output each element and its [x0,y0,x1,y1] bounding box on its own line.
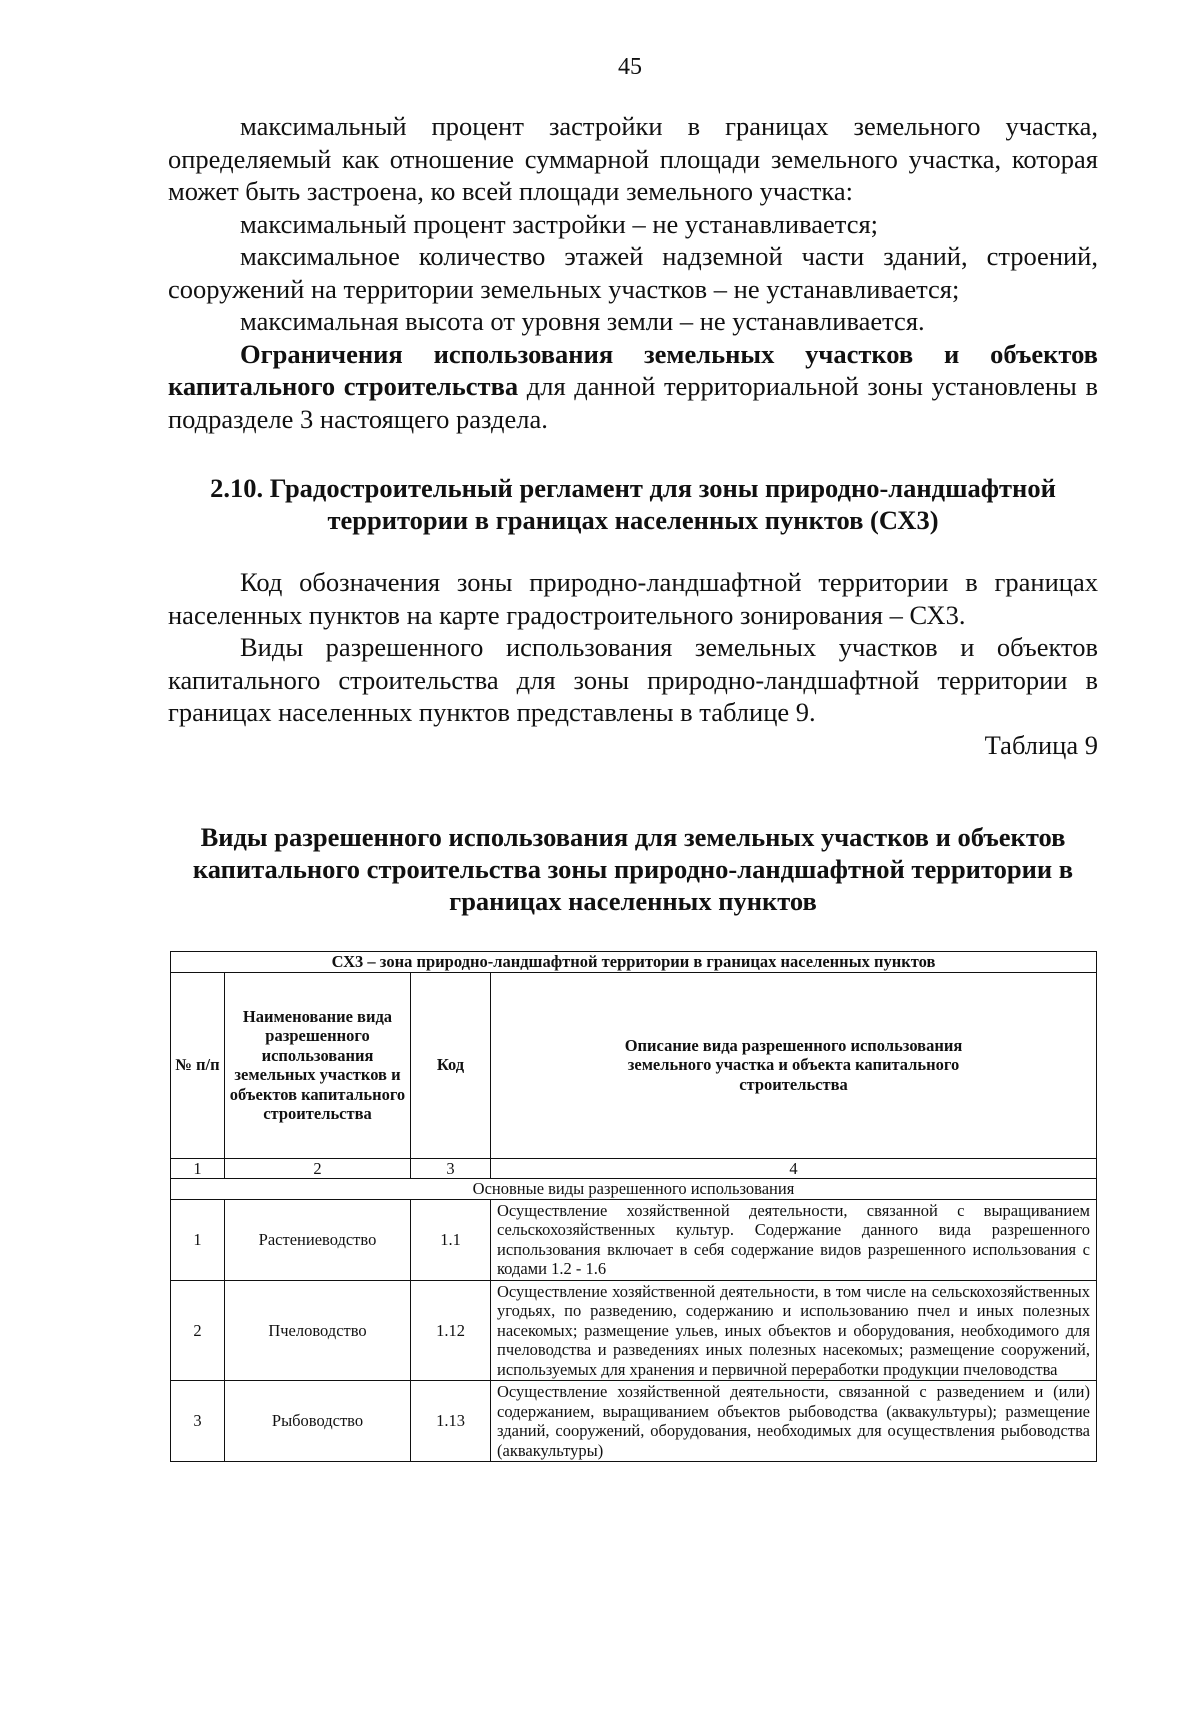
section-heading: 2.10. Градостроительный регламент для зоны природно-ландшафтной территории в границах населенных пунктов (СХ3) [210,473,1056,535]
row-desc: Осуществление хозяйственной деятельности, связанной с выращиванием сельскохозяйственных культур. Содержание данного вида разрешенного использования включает в себя содержание видов разрешенного использования с кодами 1.2 - 1.6 [491,1199,1097,1280]
row-code: 1.13 [411,1381,491,1462]
paragraph-restrictions [168,338,1098,436]
row-name: Рыбоводство [225,1381,411,1462]
col-number: 3 [411,1158,491,1179]
paragraph-max-building-percent-definition: максимальный процент застройки в границах земельного участка, определяемый как отношение суммарной площади земельного участка, которая может быть застроена, ко всей площади земельного участка: [168,111,1098,206]
header-name: Наименование вида разрешенного использования земельных участков и объектов капитального строительства [225,972,411,1158]
table-row [171,1199,1097,1280]
group-title: Основные виды разрешенного использования [171,1179,1097,1200]
column-numbers-row [171,1158,1097,1179]
table-caption: СХ3 – зона природно-ландшафтной территории в границах населенных пунктов [171,952,1097,973]
restrictions-bold-text: Ограничения использования земельных участков и объектов капитального строительства [168,338,1098,401]
paragraph-max-height: максимальная высота от уровня земли – не устанавливается. [240,306,925,336]
col-number: 4 [491,1158,1097,1179]
intro-block [168,110,1098,435]
col-number: 2 [225,1158,411,1179]
header-num: № п/п [171,972,225,1158]
row-desc: Осуществление хозяйственной деятельности, связанной с разведением и (или) содержанием, выращиванием объектов рыбоводства (аквакультуры); размещение зданий, сооружений, оборудования, необходимых для осуществления рыбоводства (аквакультуры) [491,1381,1097,1462]
header-code: Код [411,972,491,1158]
header-desc: Описание вида разрешенного использования земельного участка и объекта капитального строительства [491,972,1097,1158]
paragraph-max-building-percent: максимальный процент застройки – не устанавливается; [240,208,879,239]
row-code: 1.12 [411,1280,491,1381]
paragraph-permitted-uses: Виды разрешенного использования земельных участков и объектов капитального строительства для зоны природно-ландшафтной территории в границах населенных пунктов представлены в таблице 9. [168,632,1098,727]
section-body [168,566,1098,761]
table-caption-row [171,952,1097,973]
permitted-uses-table [170,951,1097,1462]
col-number: 1 [171,1158,225,1179]
group-row [171,1179,1097,1200]
table-label: Таблица 9 [984,729,1098,760]
page-number: 45 [618,54,642,80]
row-name: Пчеловодство [225,1280,411,1381]
table-row [171,1280,1097,1381]
row-desc: Осуществление хозяйственной деятельности, в том числе на сельскохозяйственных угодьях, по разведению, содержанию и использованию пчел и иных полезных насекомых; размещение ульев, иных объектов и оборудования, необходимого для пчеловодства и разведениях иных полезных насекомых; размещение сооружений, используемых для хранения и первичной переработки продукции пчеловодства [491,1280,1097,1381]
paragraph-zone-code: Код обозначения зоны природно-ландшафтной территории в границах населенных пунктов на карте градостроительного зонирования – СХ3. [168,567,1098,630]
row-num: 1 [171,1199,225,1280]
row-name: Растениеводство [225,1199,411,1280]
row-num: 3 [171,1381,225,1462]
row-code: 1.1 [411,1199,491,1280]
table-header-row [171,972,1097,1158]
table-row [171,1381,1097,1462]
row-num: 2 [171,1280,225,1381]
table-title: Виды разрешенного использования для земельных участков и объектов капитального строительства зоны природно-ландшафтной территории в границах населенных пунктов [192,822,1074,916]
restrictions-text: для данной территориальной зоны установлены в подразделе 3 настоящего раздела. [168,371,1098,434]
paragraph-max-floors: максимальное количество этажей надземной части зданий, строений, сооружений на территории земельных участков – не устанавливается; [168,241,1098,304]
